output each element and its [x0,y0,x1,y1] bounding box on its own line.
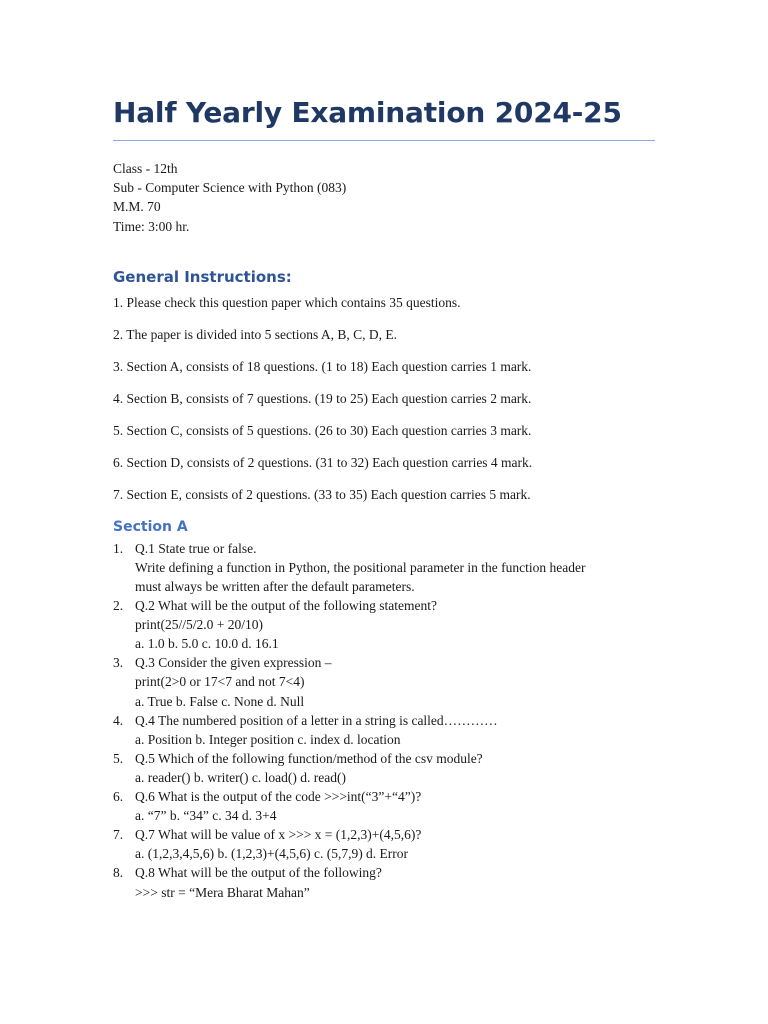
question-number: 1. [113,540,124,556]
question-item [113,653,655,710]
instruction-item: 6. Section D, consists of 2 questions. (31 to 32) Each question carries 4 mark. [113,454,533,470]
answer-options: a. 1.0 b. 5.0 c. 10.0 d. 16.1 [135,636,279,652]
question-text: Q.2 What will be the output of the following statement? [135,598,437,614]
question-text: Q.5 Which of the following function/method of the csv module? [135,750,483,766]
general-instructions-heading: General Instructions: [113,267,292,286]
question-body [135,749,483,787]
question-text: Q.3 Consider the given expression – [135,655,332,671]
question-item [113,863,655,901]
question-item [113,596,655,653]
question-body [135,653,331,710]
question-number: 4. [113,712,124,728]
question-body [135,596,437,653]
question-item [113,825,655,863]
question-text: Q.6 What is the output of the code >>>int(“3”+“4”)? [135,789,422,805]
class-line: Class - 12th [113,161,178,176]
instruction-item: 2. The paper is divided into 5 sections A, B, C, D, E. [113,326,397,342]
time-line: Time: 3:00 hr. [113,218,190,234]
question-code: >>> str = “Mera Bharat Mahan” [135,884,310,900]
exam-page [113,96,655,902]
answer-options: a. True b. False c. None d. Null [135,693,305,709]
subject-line: Sub - Computer Science with Python (083) [113,180,347,196]
question-code: print(25//5/2.0 + 20/10) [135,617,263,633]
question-body [135,539,585,596]
question-text: Q.8 What will be the output of the following? [135,865,382,881]
page-title: Half Yearly Examination 2024-25 [113,96,655,141]
instruction-item: 7. Section E, consists of 2 questions. (33 to 35) Each question carries 5 mark. [113,486,531,502]
question-body [135,863,382,901]
question-number: 2. [113,598,124,614]
question-text: Q.4 The numbered position of a letter in a string is called………… [135,712,498,728]
question-number: 5. [113,750,124,766]
question-text: must always be written after the default parameters. [135,579,415,594]
question-body [135,711,498,749]
max-marks-line: M.M. 70 [113,199,161,215]
question-item [113,539,655,596]
instruction-item: 4. Section B, consists of 7 questions. (19 to 25) Each question carries 2 mark. [113,390,532,406]
question-code: print(2>0 or 17<7 and not 7<4) [135,674,305,690]
question-number: 7. [113,827,124,843]
answer-options: a. Position b. Integer position c. index d. location [135,731,401,747]
exam-meta [113,159,655,236]
instruction-item: 5. Section C, consists of 5 questions. (26 to 30) Each question carries 3 mark. [113,422,532,438]
instruction-item: 3. Section A, consists of 18 questions. (1 to 18) Each question carries 1 mark. [113,358,532,374]
instructions-list [113,293,655,504]
question-number: 3. [113,655,124,671]
question-text: Write defining a function in Python, the positional parameter in the function header [135,559,586,575]
question-item [113,711,655,749]
question-text: Q.7 What will be value of x >>> x = (1,2,3)+(4,5,6)? [135,827,422,843]
question-item [113,787,655,825]
question-text: Q.1 State true or false. [135,540,257,556]
section-a-heading: Section A [113,518,188,535]
answer-options: a. “7” b. “34” c. 34 d. 3+4 [135,808,277,824]
answer-options: a. (1,2,3,4,5,6) b. (1,2,3)+(4,5,6) c. (5,7,9) d. Error [135,846,409,862]
answer-options: a. reader() b. writer() c. load() d. read() [135,769,346,785]
question-number: 6. [113,789,124,805]
question-body [135,787,421,825]
question-item [113,749,655,787]
question-number: 8. [113,865,124,881]
question-body [135,825,421,863]
question-list [113,539,655,902]
instruction-item: 1. Please check this question paper which contains 35 questions. [113,294,461,310]
